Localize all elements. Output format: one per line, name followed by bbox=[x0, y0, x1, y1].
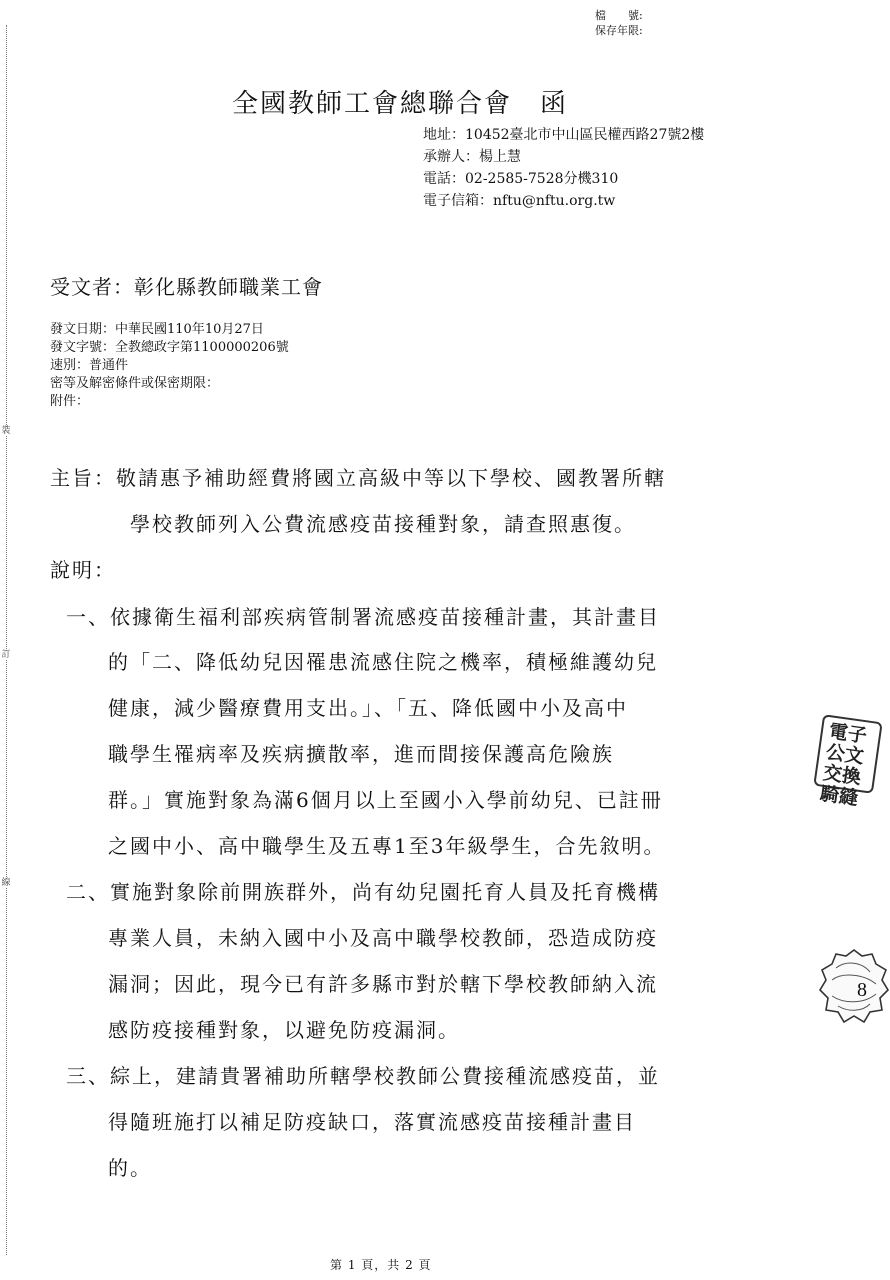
document-title: 全國教師工會總聯合會 函 bbox=[232, 89, 569, 119]
electronic-exchange-stamp bbox=[813, 714, 882, 810]
perforation-seal bbox=[818, 946, 890, 1026]
binding-mark-ding: 訂 bbox=[1, 650, 11, 660]
item-1-line-6: 之國中小、高中職學生及五專1至3年級學生，合先敘明。 bbox=[108, 834, 666, 858]
stamp-text: 電子公文交換騎縫 bbox=[818, 720, 869, 810]
item-2-line-3: 漏洞；因此，現今已有許多縣市對於轄下學校教師納入流 bbox=[108, 972, 658, 996]
page-footer: 第 1 頁，共 2 頁 bbox=[330, 1258, 432, 1272]
issuance-meta bbox=[50, 321, 289, 411]
item-2-line-1: 二、實施對象除前開族群外，尚有幼兒園托育人員及托育機構 bbox=[66, 880, 660, 904]
item-3-line-1: 三、綜上，建請貴署補助所轄學校教師公費接種流感疫苗，並 bbox=[66, 1064, 660, 1088]
item-1-line-4: 職學生罹病率及疾病擴散率，進而間接保護高危險族 bbox=[108, 742, 614, 766]
item-2-line-4: 感防疫接種對象，以避免防疫漏洞。 bbox=[108, 1018, 460, 1042]
item-1-line-3: 健康，減少醫療費用支出。」、「五、降低國中小及高中 bbox=[108, 696, 628, 720]
item-3-line-2: 得隨班施打以補足防疫缺口，落實流感疫苗接種計畫目 bbox=[108, 1110, 636, 1134]
contact-phone: 電話：02-2585-7528分機310 bbox=[423, 171, 619, 187]
binding-mark-zhuang: 裝 bbox=[1, 426, 11, 436]
retention-label: 保存年限: bbox=[595, 24, 643, 37]
item-1-line-1: 一、依據衛生福利部疾病管制署流感疫苗接種計畫，其計畫目 bbox=[66, 605, 660, 629]
delivery-speed: 速別：普通件 bbox=[50, 358, 129, 373]
secrecy-level: 密等及解密條件或保密期限： bbox=[50, 376, 220, 391]
contact-address: 地址：10452臺北市中山區民權西路27號2樓 bbox=[423, 127, 705, 143]
recipient: 受文者：彰化縣教師職業工會 bbox=[50, 275, 323, 299]
contact-handler: 承辦人：楊上慧 bbox=[423, 149, 521, 165]
document-number: 發文字號：全教總政字第1100000206號 bbox=[50, 340, 289, 355]
item-1-line-2: 的「二、降低幼兒因罹患流感住院之機率，積極維護幼兒 bbox=[108, 650, 658, 674]
item-3-line-3: 的。 bbox=[108, 1156, 152, 1180]
explanation-label: 說明： bbox=[50, 558, 116, 582]
issue-date: 發文日期：中華民國110年10月27日 bbox=[50, 322, 264, 337]
binding-line bbox=[6, 25, 7, 1255]
subject-line-1: 主旨：敬請惠予補助經費將國立高級中等以下學校、國教署所轄 bbox=[50, 466, 666, 490]
contact-email: 電子信箱：nftu@nftu.org.tw bbox=[423, 193, 616, 209]
attachment: 附件： bbox=[50, 394, 90, 409]
item-1-line-5: 群。」實施對象為滿6個月以上至國小入學前幼兒、已註冊 bbox=[108, 788, 663, 812]
seal-icon bbox=[818, 946, 890, 1026]
contact-block bbox=[423, 124, 793, 212]
binding-mark-xian: 線 bbox=[1, 878, 11, 888]
subject-line-2: 學校教師列入公費流感疫苗接種對象，請查照惠復。 bbox=[130, 512, 636, 536]
seal-number: 8 bbox=[857, 979, 867, 1001]
item-2-line-2: 專業人員，未納入國中小及高中職學校教師，恐造成防疫 bbox=[108, 926, 658, 950]
file-number-label: 檔 號: bbox=[595, 9, 643, 22]
